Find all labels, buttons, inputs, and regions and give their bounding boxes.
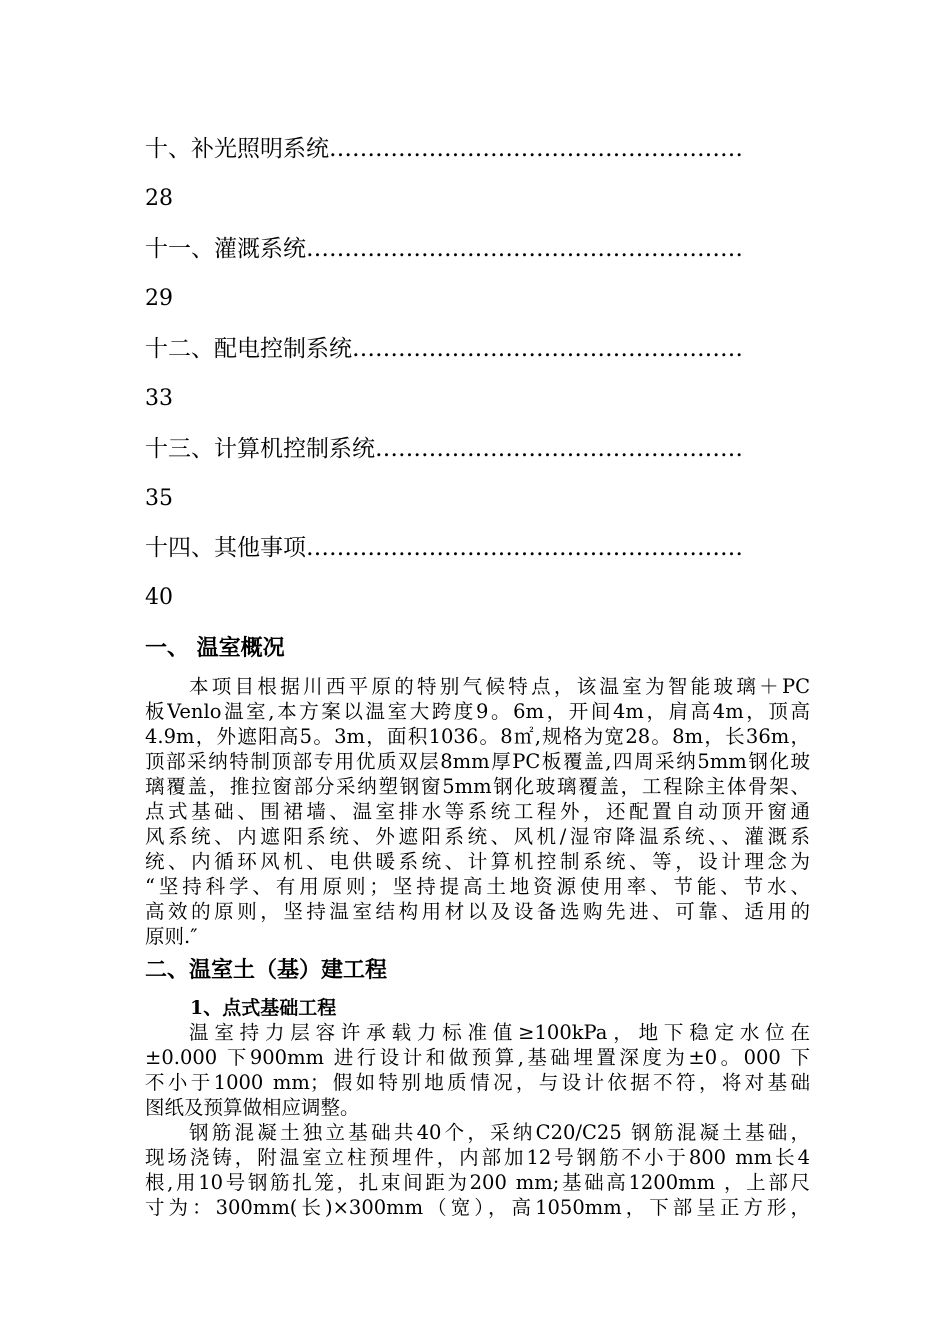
paragraph-line: 温室持力层容许承载力标准值≥100kPa，地下稳定水位在 <box>189 1021 810 1044</box>
paragraph-line: “坚持科学、有用原则；坚持提高土地资源使用率、节能、节水、 <box>145 875 810 898</box>
paragraph-line: 不小于1000 mm；假如特别地质情况，与设计依据不符，将对基础 <box>145 1071 810 1094</box>
paragraph-line: 高效的原则，坚持温室结构用材以及设备选购先进、可靠、适用的 <box>145 900 810 923</box>
toc-entry-page: 35 <box>145 486 173 511</box>
toc-entry-title[interactable]: 十一、灌溉系统………………………………………………… <box>145 236 743 262</box>
toc-entry-page: 29 <box>145 286 173 311</box>
paragraph-line: 寸为：300mm(长)×300mm（宽），高1050mm，下部呈正方形， <box>145 1196 810 1219</box>
toc-entry-title[interactable]: 十三、计算机控制系统………………………………………… <box>145 436 743 462</box>
paragraph <box>145 1020 810 1120</box>
paragraph-line: 顶部采纳特制顶部专用优质双层8mm厚PC板覆盖,四周采纳5mm钢化玻 <box>145 750 810 773</box>
section-heading: 一、 温室概况 <box>145 635 285 661</box>
toc-entry-page: 33 <box>145 386 173 411</box>
paragraph <box>145 674 810 949</box>
toc-entry-title[interactable]: 十四、其他事项………………………………………………… <box>145 535 743 561</box>
section-heading: 二、温室土（基）建工程 <box>145 957 388 983</box>
paragraph-line: 图纸及预算做相应调整。 <box>145 1096 360 1119</box>
paragraph <box>145 1120 810 1220</box>
paragraph-line: 板Venlo温室,本方案以温室大跨度9。6m，开间4m，肩高4m，顶高 <box>145 700 810 723</box>
paragraph-line: 点式基础、围裙墙、温室排水等系统工程外，还配置自动顶开窗通 <box>145 800 810 823</box>
paragraph-line: 根,用10号钢筋扎笼，扎束间距为200 mm;基础高1200mm ，上部尺 <box>145 1171 810 1194</box>
paragraph-line: 现场浇铸，附温室立柱预埋件，内部加12号钢筋不小于800 mm长4 <box>145 1146 810 1169</box>
paragraph-line: ±0.000 下900mm 进行设计和做预算,基础埋置深度为±0。000 下 <box>145 1046 810 1069</box>
subsection-heading: 1、点式基础工程 <box>190 997 337 1019</box>
toc-entry-title[interactable]: 十、补光照明系统……………………………………………… <box>145 136 743 162</box>
paragraph-line: 本项目根据川西平原的特别气候特点，该温室为智能玻璃＋PC <box>189 675 810 698</box>
paragraph-line: 璃覆盖，推拉窗部分采纳塑钢窗5mm钢化玻璃覆盖，工程除主体骨架、 <box>145 775 810 798</box>
paragraph-line: 4.9m，外遮阳高5。3m，面积1036。8㎡,规格为宽28。8m，长36m， <box>145 725 810 748</box>
toc-entry-page: 40 <box>145 585 173 610</box>
paragraph-line: 原则.″ <box>145 925 198 948</box>
toc-entry-title[interactable]: 十二、配电控制系统…………………………………………… <box>145 336 743 362</box>
paragraph-line: 风系统、内遮阳系统、外遮阳系统、风机/湿帘降温系统、、灌溉系 <box>145 825 810 848</box>
toc-entry-page: 28 <box>145 186 173 211</box>
paragraph-line: 统、内循环风机、电供暖系统、计算机控制系统、等，设计理念为 <box>145 850 810 873</box>
paragraph-line: 钢筋混凝土独立基础共40个，采纳C20/C25 钢筋混凝土基础， <box>189 1121 810 1144</box>
